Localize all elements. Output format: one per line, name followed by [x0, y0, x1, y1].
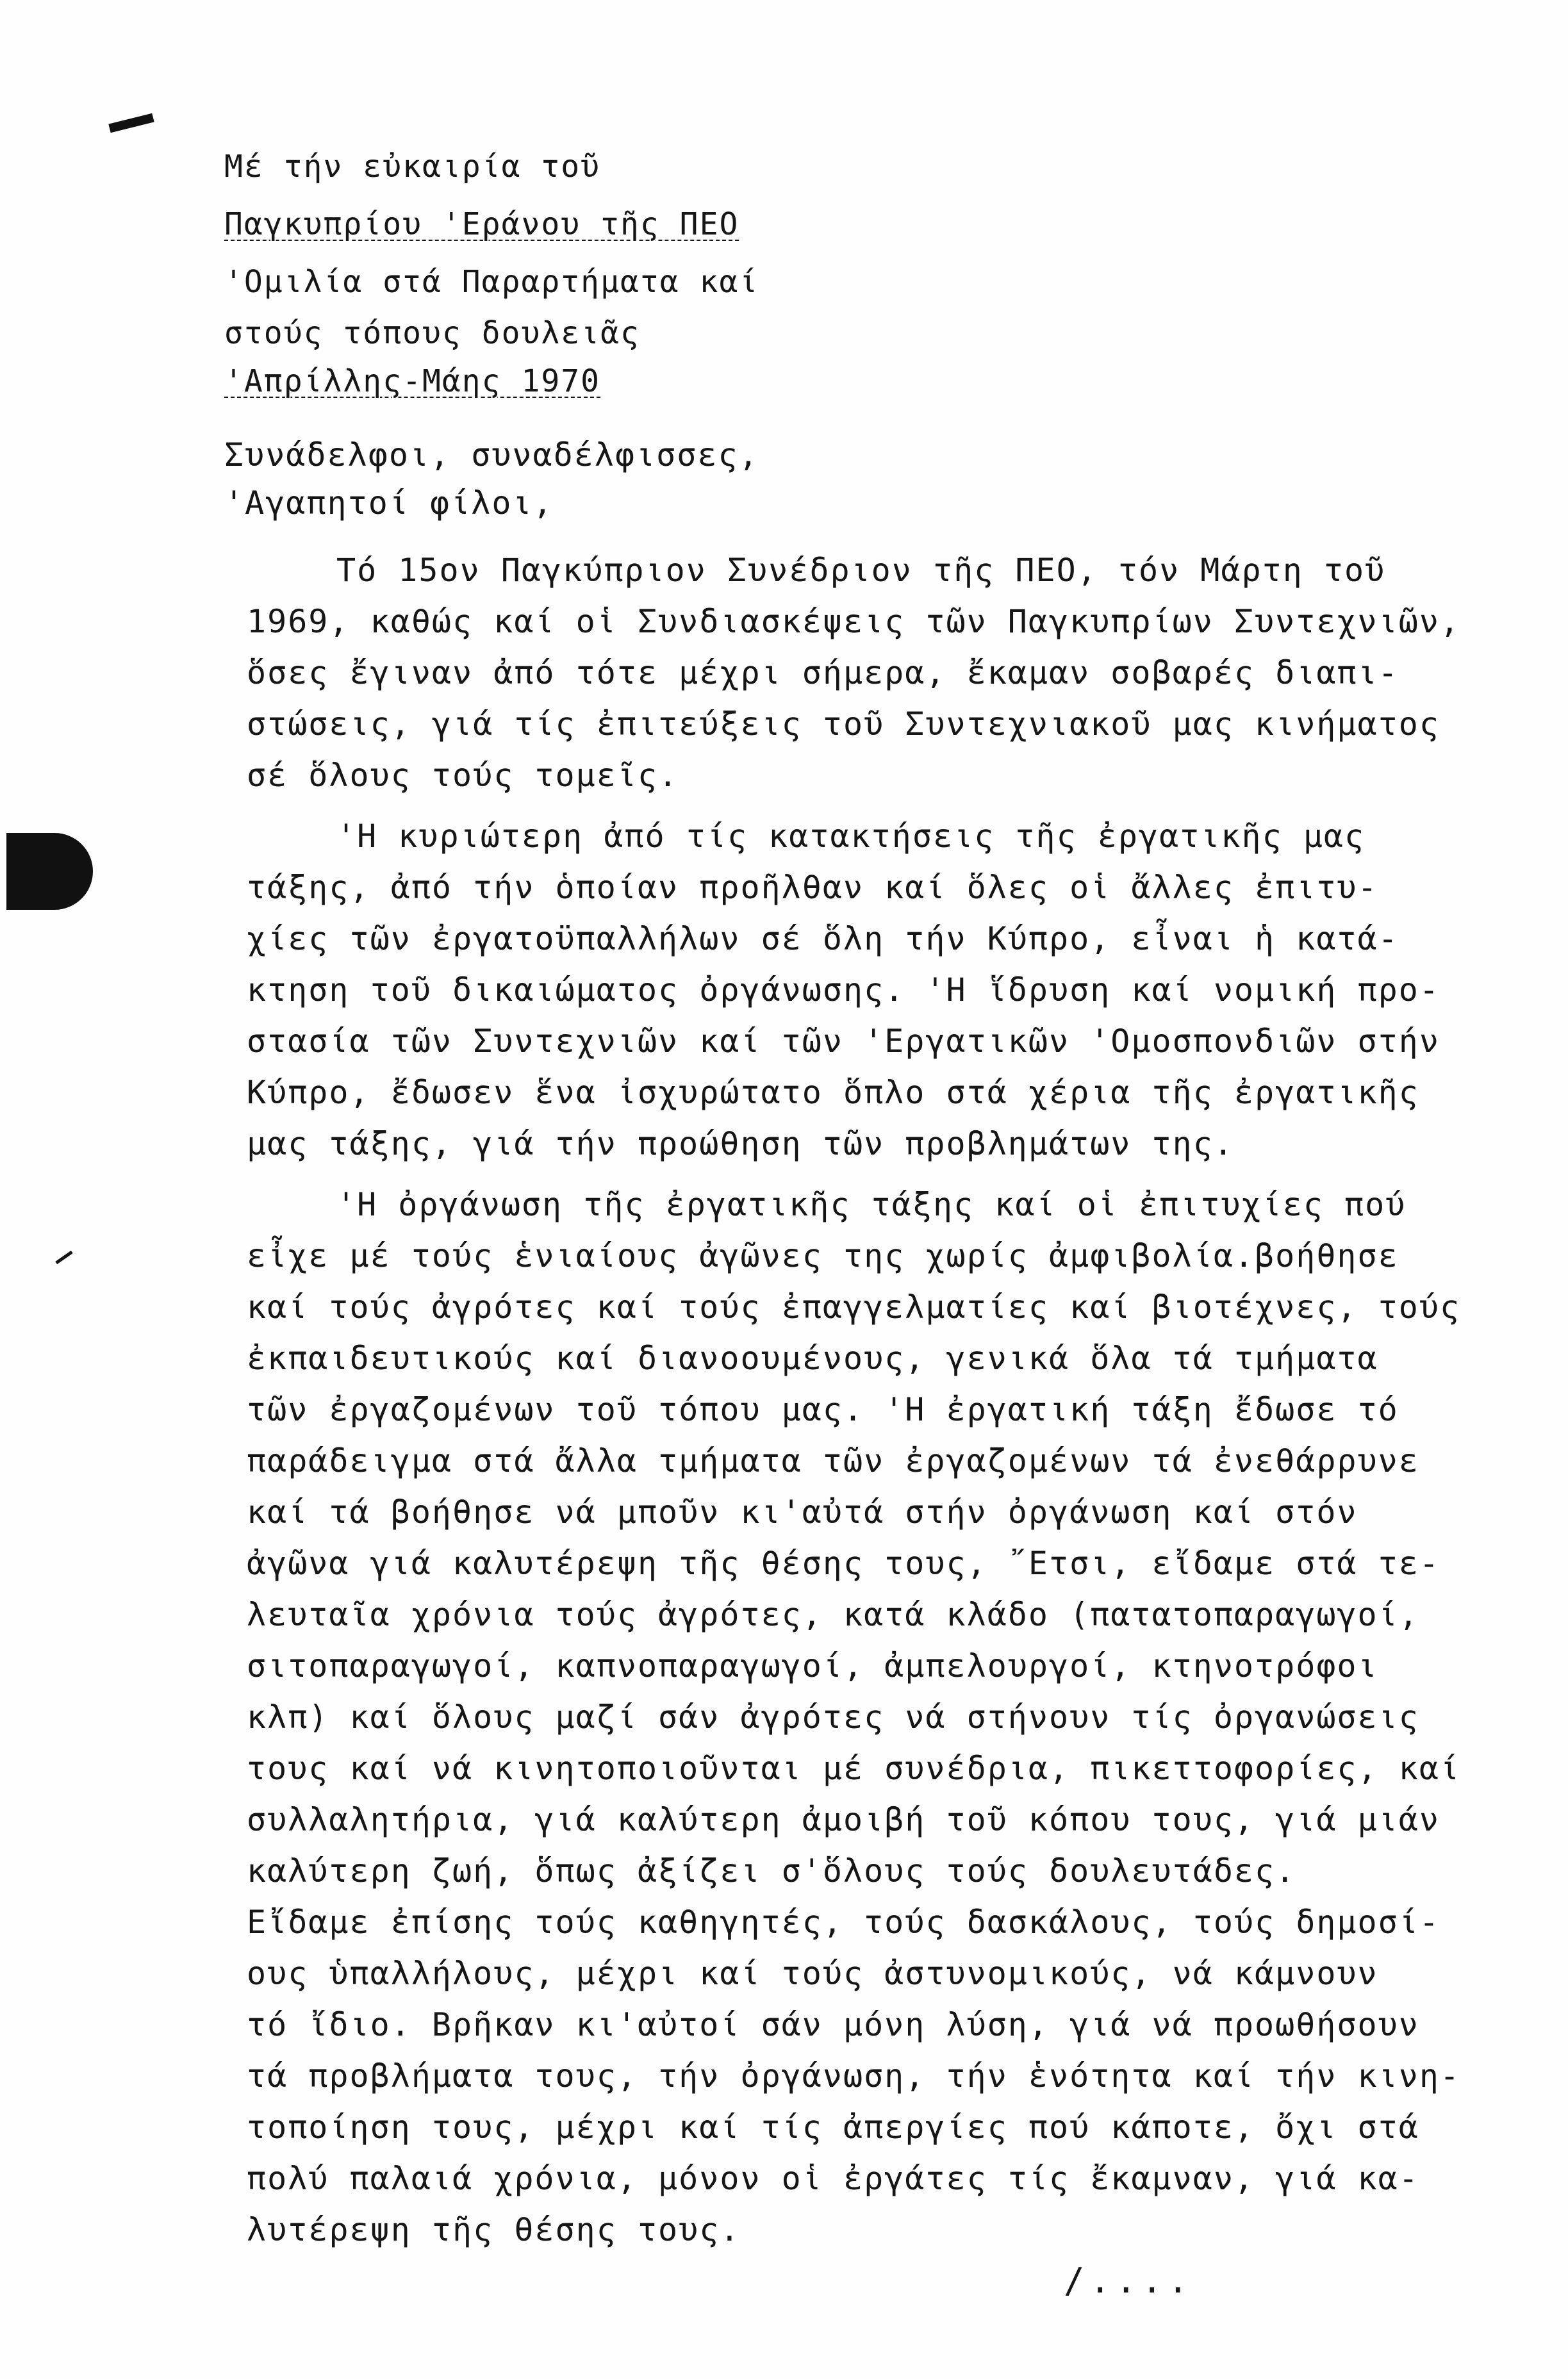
- text-line: στώσεις, γιά τίς ἐπιτεύξεις τοῦ Συντεχνιακοῦ μας κινήματος: [247, 705, 1440, 743]
- text-line: συλλαλητήρια, γιά καλύτερη ἀμοιβή τοῦ κόπου τους, γιά μιάν: [247, 1801, 1440, 1838]
- text-line: τοποίηση τους, μέχρι καί τίς ἀπεργίες πού κάποτε, ὄχι στά: [247, 2109, 1419, 2146]
- text-line: παράδειγμα στά ἄλλα τμήματα τῶν ἐργαζομένων τά ἐνεθάρρυνε: [247, 1442, 1419, 1479]
- scan-speck: [108, 113, 154, 133]
- text-line: καί τά βοήθησε νά μποῦν κι'αὐτά στήν ὀργάνωση καί στόν: [247, 1494, 1358, 1531]
- text-line: μας τάξης, γιά τήν προώθηση τῶν προβλημάτων της.: [247, 1125, 1234, 1162]
- text-line: ἀγῶνα γιά καλυτέρεψη τῆς θέσης τους, ῎Ετσι, εἴδαμε στά τε-: [247, 1545, 1440, 1582]
- text-line: Εἴδαμε ἐπίσης τούς καθηγητές, τούς δασκάλους, τούς δημοσί-: [247, 1904, 1440, 1941]
- text-line: Τό 15ον Παγκύπριον Συνέδριον τῆς ΠΕΟ, τόν Μάρτη τοῦ: [336, 552, 1386, 589]
- header-line: στούς τόπους δουλειᾶς: [224, 315, 640, 351]
- greeting-line: Συνάδελφοι, συναδέλφισσες,: [224, 436, 759, 473]
- text-line: τῶν ἐργαζομένων τοῦ τόπου μας. 'Η ἐργατική τάξη ἔδωσε τό: [247, 1391, 1399, 1428]
- text-line: 'Η κυριώτερη ἀπό τίς κατακτήσεις τῆς ἐργατικῆς μας: [336, 818, 1366, 855]
- text-line: καί τούς ἀγρότες καί τούς ἐπαγγελματίες καί βιοτέχνες, τούς: [247, 1288, 1461, 1326]
- text-line: κλπ) καί ὅλους μαζί σάν ἀγρότες νά στήνουν τίς ὀργανώσεις: [247, 1699, 1419, 1736]
- text-line: λυτέρεψη τῆς θέσης τους.: [247, 2211, 741, 2248]
- text-line: χίες τῶν ἐργατοϋπαλλήλων σέ ὅλη τήν Κύπρο, εἶναι ἡ κατά-: [247, 920, 1399, 957]
- text-line: Κύπρο, ἔδωσεν ἕνα ἰσχυρώτατο ὅπλο στά χέρια τῆς ἐργατικῆς: [247, 1074, 1419, 1111]
- text-line: ους ὑπαλλήλους, μέχρι καί τούς ἀστυνομικούς, νά κάμνουν: [247, 1955, 1378, 1992]
- text-line: πολύ παλαιά χρόνια, μόνον οἱ ἐργάτες τίς ἔκαμναν, γιά κα-: [247, 2160, 1419, 2197]
- text-line: τά προβλήματα τους, τήν ὀργάνωση, τήν ἑνότητα καί τήν κινη-: [247, 2057, 1461, 2095]
- text-line: τους καί νά κινητοποιοῦνται μέ συνέδρια, πικεττοφορίες, καί: [247, 1750, 1461, 1787]
- header-line: 'Απρίλλης-Μάης 1970: [224, 363, 601, 399]
- header-line: 'Ομιλία στά Παραρτήματα καί: [224, 264, 759, 300]
- text-line: σιτοπαραγωγοί, καπνοπαραγωγοί, ἀμπελουργοί, κτηνοτρόφοι: [247, 1647, 1378, 1684]
- text-line: στασία τῶν Συντεχνιῶν καί τῶν 'Εργατικῶν 'Ομοσπονδιῶν στήν: [247, 1023, 1440, 1060]
- text-line: τό ἴδιο. Βρῆκαν κι'αὐτοί σάν μόνη λύση, γιά νά προωθήσουν: [247, 2006, 1419, 2043]
- margin-tick: [55, 1251, 72, 1264]
- text-line: καλύτερη ζωή, ὅπως ἀξίζει σ'ὅλους τούς δουλευτάδες.: [247, 1852, 1296, 1889]
- text-line: σέ ὅλους τούς τομεῖς.: [247, 757, 679, 794]
- continuation-mark: /....: [1064, 2260, 1194, 2301]
- greeting-line: 'Αγαπητοί φίλοι,: [224, 484, 554, 522]
- header-line: Παγκυπρίου 'Εράνου τῆς ΠΕΟ: [224, 206, 739, 242]
- text-line: 1969, καθώς καί οἱ Συνδιασκέψεις τῶν Παγκυπρίων Συντεχνιῶν,: [247, 603, 1461, 640]
- text-line: ἐκπαιδευτικούς καί διανοουμένους, γενικά ὅλα τά τμήματα: [247, 1340, 1378, 1377]
- header-line: Μέ τήν εὐκαιρία τοῦ: [224, 149, 601, 185]
- text-line: κτηση τοῦ δικαιώματος ὀργάνωσης. 'Η ἵδρυση καί νομική προ-: [247, 971, 1440, 1008]
- punch-hole-mark: [6, 833, 93, 910]
- text-line: λευταῖα χρόνια τούς ἀγρότες, κατά κλάδο (πατατοπαραγωγοί,: [247, 1596, 1419, 1633]
- text-line: 'Η ὀργάνωση τῆς ἐργατικῆς τάξης καί οἱ ἐπιτυχίες πού: [336, 1186, 1407, 1223]
- text-line: ὅσες ἔγιναν ἀπό τότε μέχρι σήμερα, ἔκαμαν σοβαρές διαπι-: [247, 654, 1399, 691]
- text-line: τάξης, ἀπό τήν ὁποίαν προῆλθαν καί ὅλες οἱ ἄλλες ἐπιτυ-: [247, 869, 1378, 906]
- text-line: εἶχε μέ τούς ἑνιαίους ἀγῶνες της χωρίς ἀμφιβολία.βοήθησε: [247, 1237, 1399, 1274]
